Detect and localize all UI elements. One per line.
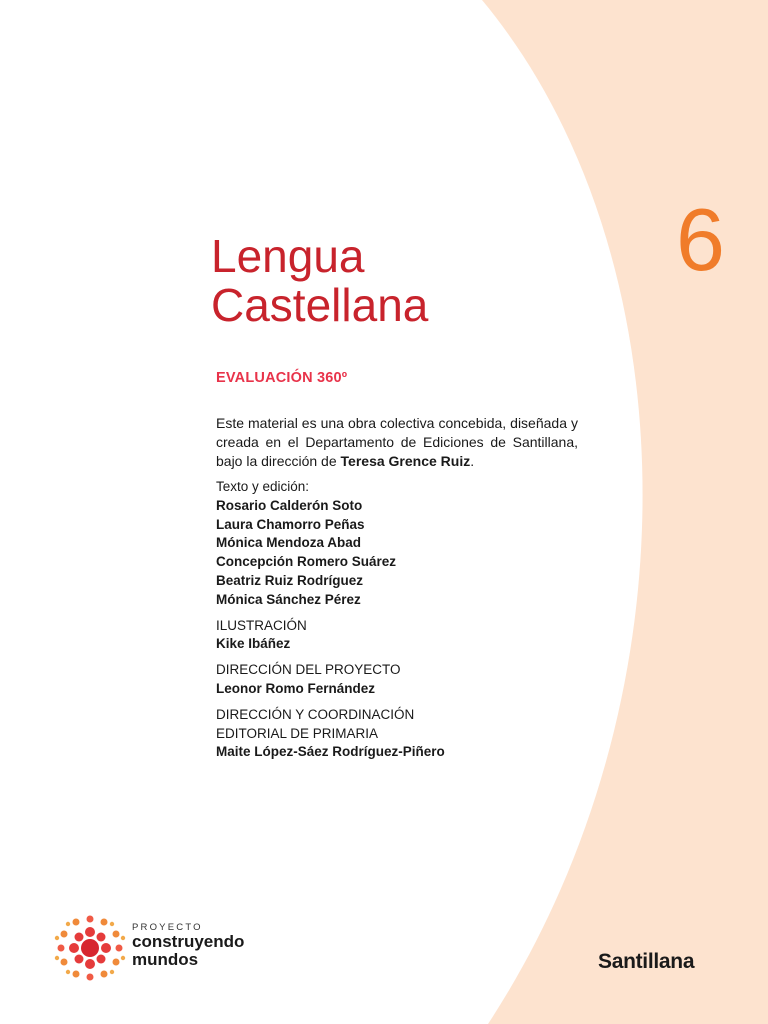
logo-label-small: PROYECTO bbox=[132, 922, 203, 933]
credits bbox=[216, 478, 445, 769]
dotted-sun-logo-icon bbox=[52, 910, 128, 986]
title-line-2: Castellana bbox=[211, 279, 429, 331]
credits-label: DIRECCIÓN Y COORDINACIÓN bbox=[216, 706, 415, 722]
credits-project-direction bbox=[216, 661, 445, 699]
book-subtitle: EVALUACIÓN 360º bbox=[216, 370, 348, 386]
logo-label-line-2: mundos bbox=[132, 950, 199, 969]
credits-illustration bbox=[216, 617, 445, 655]
credits-label: EDITORIAL DE PRIMARIA bbox=[216, 725, 379, 741]
intro-director: Teresa Grence Ruiz bbox=[340, 453, 471, 469]
credits-text-edition bbox=[216, 478, 445, 610]
logo-label-line-1: construyendo bbox=[132, 932, 245, 951]
credit-name: Leonor Romo Fernández bbox=[216, 680, 376, 696]
credit-name: Beatriz Ruiz Rodríguez bbox=[216, 572, 364, 588]
grade-number: 6 bbox=[676, 190, 725, 289]
credit-name: Concepción Romero Suárez bbox=[216, 554, 397, 570]
logo-text bbox=[132, 922, 244, 969]
intro-text-end: . bbox=[470, 453, 475, 469]
credit-name: Mónica Mendoza Abad bbox=[216, 535, 362, 551]
intro-text: Este material es una obra colectiva concebida, diseñada y creada en el Departamento de Ediciones de Santillana, bajo la dirección de bbox=[216, 415, 578, 469]
credit-name: Maite López-Sáez Rodríguez-Piñero bbox=[216, 744, 445, 760]
title-line-1: Lengua bbox=[211, 230, 365, 282]
credits-coordination bbox=[216, 706, 445, 762]
credit-name: Mónica Sánchez Pérez bbox=[216, 591, 361, 607]
book-title bbox=[211, 232, 428, 330]
credit-name: Rosario Calderón Soto bbox=[216, 497, 363, 513]
credits-label: Texto y edición: bbox=[216, 479, 310, 494]
credit-name: Kike Ibáñez bbox=[216, 636, 291, 652]
credits-label: DIRECCIÓN DEL PROYECTO bbox=[216, 662, 401, 678]
credit-name: Laura Chamorro Peñas bbox=[216, 516, 365, 532]
intro-paragraph bbox=[216, 414, 578, 471]
project-logo bbox=[52, 910, 272, 986]
publisher-logo: Santillana bbox=[598, 950, 695, 973]
credits-label: ILUSTRACIÓN bbox=[216, 617, 307, 633]
